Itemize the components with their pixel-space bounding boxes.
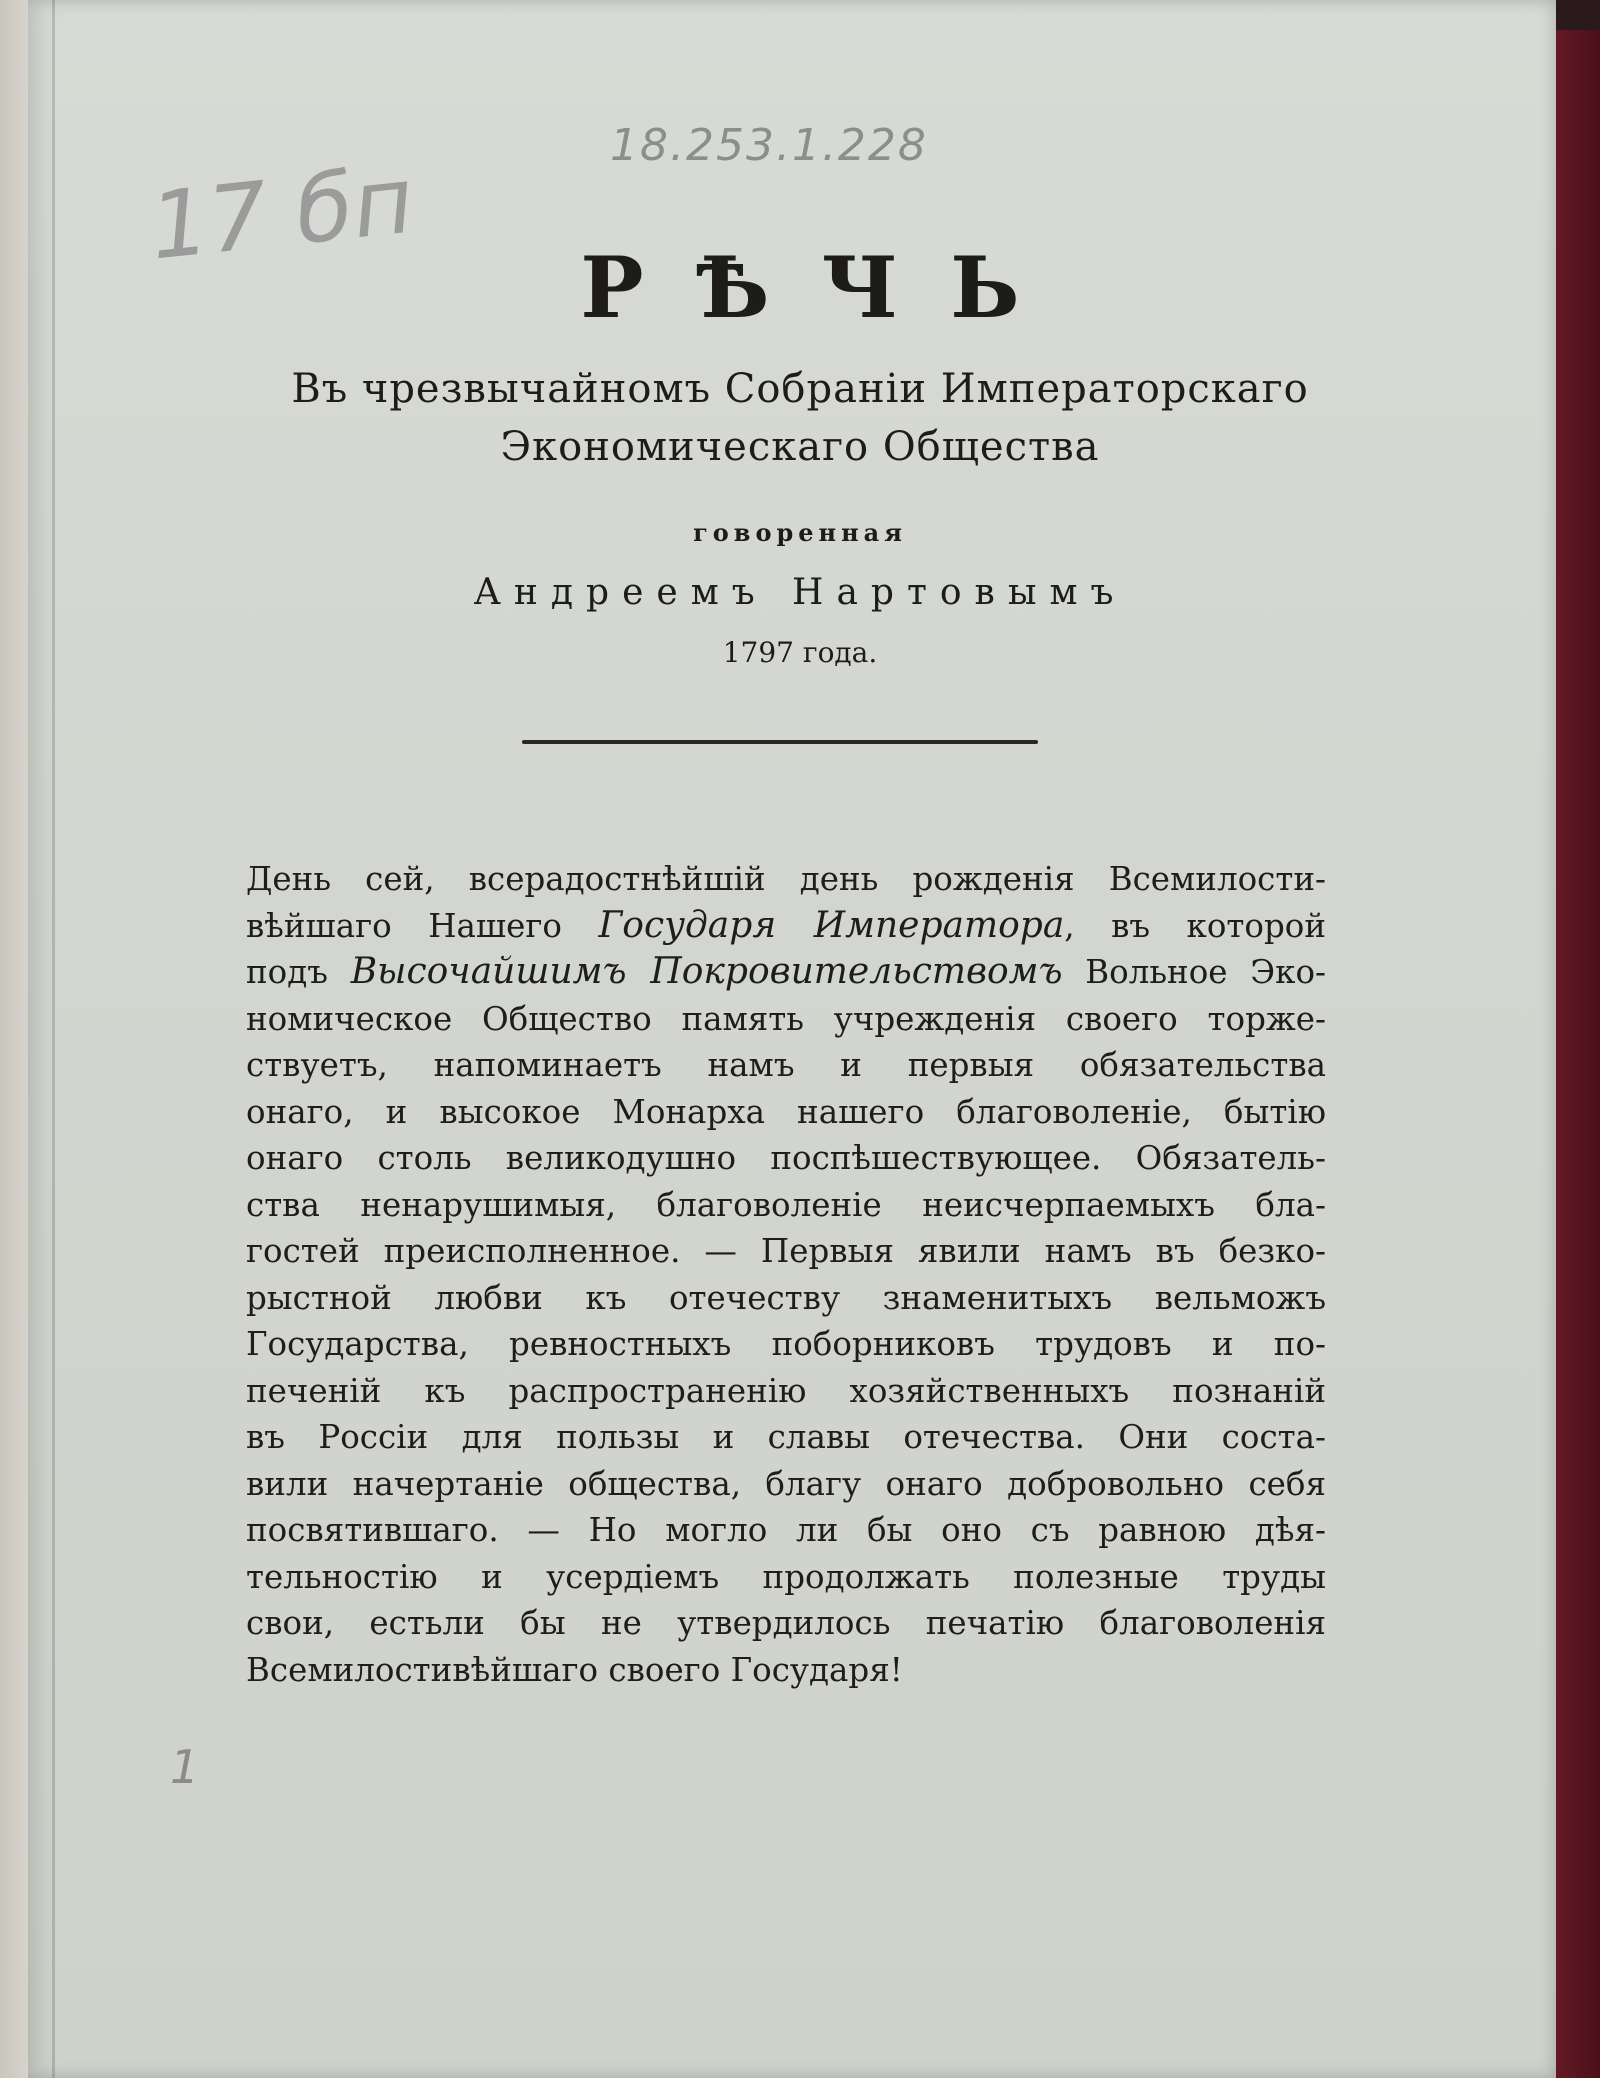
text-line: Всемилостивѣйшаго своего Государя! — [246, 1650, 903, 1689]
subtitle-line-2: Экономическаго Общества — [500, 424, 1100, 470]
author-line: Андреемъ Нартовымъ — [473, 572, 1127, 613]
shelfmark-annotation: 18.253.1.228 — [610, 120, 928, 171]
body-paragraph — [246, 856, 1326, 1693]
emphasis-text: Государя Императора — [598, 904, 1065, 946]
text-line: свои, естьли бы не утвердилось печатію благоволенія — [246, 1604, 1326, 1642]
text-line: онаго столь великодушно поспѣшествующее. Обязатель- — [246, 1139, 1326, 1177]
text-line: вѣйшаго Нашего Государя Императора, въ которой — [246, 904, 1326, 946]
text-line: печеній къ распространенію хозяйственныхъ познаній — [246, 1371, 1326, 1410]
text-line: онаго, и высокое Монарха нашего благоволеніе, бытію — [246, 1092, 1326, 1131]
emphasis-text: Высочайшимъ Покровительствомъ — [350, 951, 1063, 992]
page-title: РѢЧЬ — [580, 238, 1072, 337]
pencil-annotation: 17 бп — [145, 146, 419, 281]
text-line: въ Россіи для пользы и славы отечества. Они соста- — [246, 1418, 1326, 1456]
text-line: тельностію и усердіемъ продолжать полезные труды — [246, 1557, 1326, 1596]
text-line: Государства, ревностныхъ поборниковъ трудовъ и по- — [246, 1325, 1326, 1363]
text-line: рыстной любви къ отечеству знаменитыхъ вельможъ — [246, 1278, 1326, 1317]
date-line: 1797 года. — [722, 636, 878, 669]
text-line: День сей, всерадостнѣйшій день рожденія Всемилости- — [246, 860, 1326, 898]
text-line: ства ненарушимыя, благоволеніе неисчерпаемыхъ бла- — [246, 1185, 1326, 1224]
subtitle-line-1: Въ чрезвычайномъ Собраніи Императорскаго — [291, 366, 1309, 412]
text-line: номическое Общество память учрежденія своего торже- — [246, 999, 1326, 1038]
text-line: подъ Высочайшимъ Покровительствомъ Вольное Эко- — [246, 951, 1326, 992]
text-line: вили начертаніе общества, благу онаго добровольно себя — [246, 1464, 1326, 1503]
margin-annotation: 1 — [170, 1740, 200, 1794]
text-line: посвятившаго. — Но могло ли бы оно съ равною дѣя- — [246, 1511, 1326, 1549]
separator-rule — [522, 740, 1038, 744]
spoken-label: говоренная — [693, 518, 907, 547]
text-line: ствуетъ, напоминаетъ намъ и первыя обязательства — [246, 1046, 1326, 1084]
text-line: гостей преисполненное. — Первыя явили намъ въ безко- — [246, 1232, 1326, 1270]
